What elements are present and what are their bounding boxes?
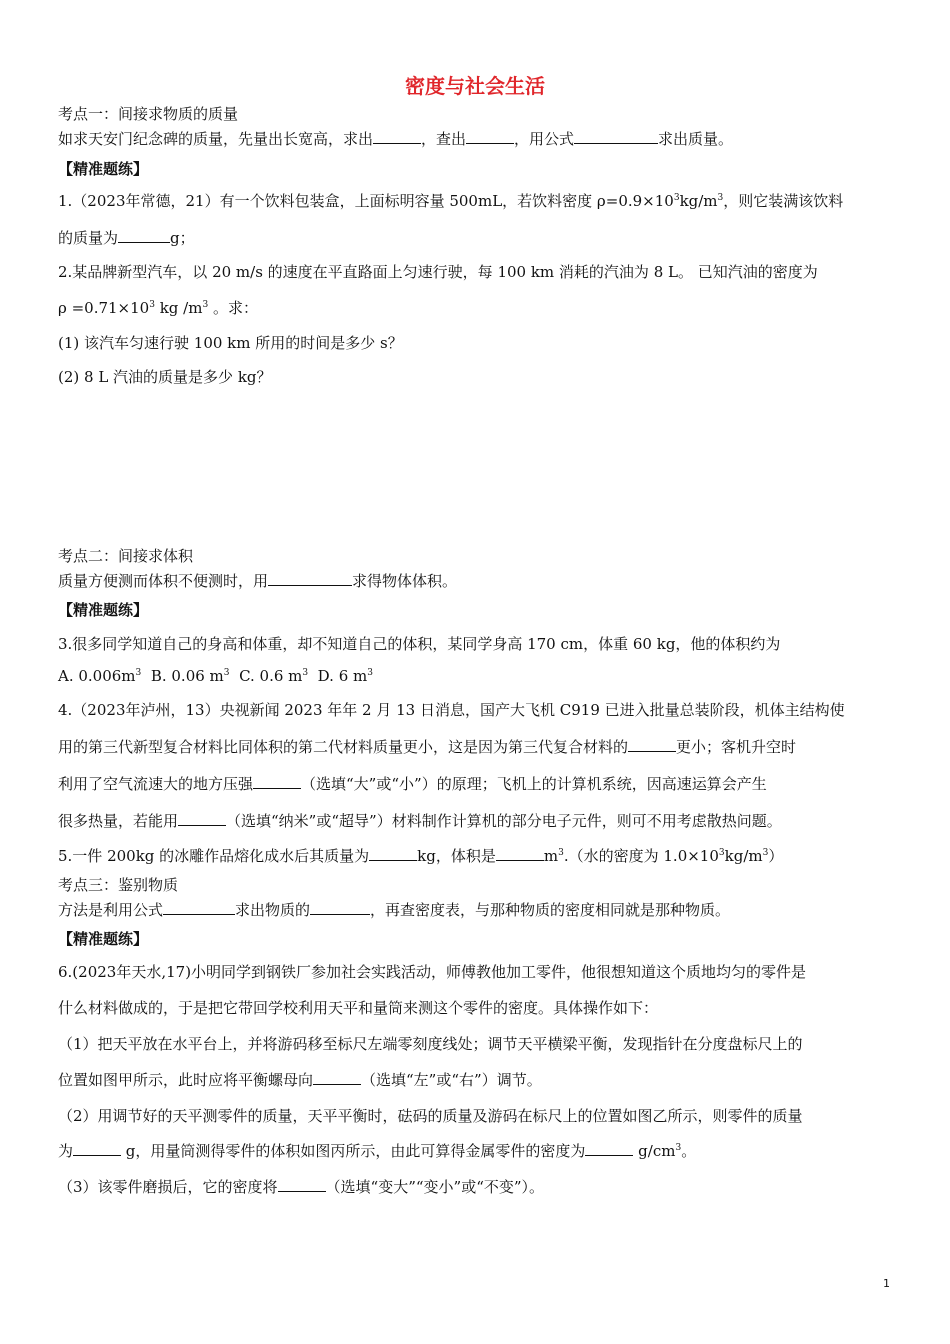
q6-p2-line2-a: 为 — [58, 1142, 74, 1160]
q6-p2-line2-d: 。 — [681, 1142, 697, 1160]
kp2-text — [58, 571, 457, 591]
q6-p2-line2-c: g/cm — [633, 1142, 676, 1160]
q1-unit: kg/m — [679, 192, 718, 210]
blank[interactable] — [118, 228, 170, 243]
kp2-heading: 考点二：间接求体积 — [58, 547, 194, 565]
q4-line3-b: （选填“大”或“小”）的原理；飞机上的计算机系统，因高速运算会产生 — [301, 775, 767, 793]
q5-f: ） — [768, 847, 784, 865]
practice-heading-2: 【精准题练】 — [58, 601, 149, 619]
q6-line2: 什么材料做成的，于是把它带回学校利用天平和量筒来测这个零件的密度。具体操作如下： — [58, 999, 659, 1017]
page-title: 密度与社会生活 — [405, 74, 545, 98]
kp3-text-b: 求出物质的 — [235, 901, 311, 919]
q2-line1: 2.某品牌新型汽车，以 20 m/s 的速度在平直路面上匀速行驶，每 100 km 消耗的汽油为 8 L。 已知汽油的密度为 — [58, 263, 818, 281]
q3-option-c[interactable]: C. 0.6 $m^3$ — [239, 667, 309, 685]
q2-exp2: 3 — [202, 300, 209, 310]
q6-p2-line2 — [58, 1141, 696, 1161]
blank[interactable] — [178, 811, 226, 826]
kp3-text-c: ，再查密度表，与那种物质的密度相同就是那种物质。 — [370, 901, 731, 919]
q4-line3 — [58, 774, 767, 794]
q6-p1-line2-b: （选填“左”或“右”）调节。 — [361, 1071, 542, 1089]
blank[interactable] — [73, 1141, 121, 1156]
kp3-text — [58, 900, 730, 920]
q2-sub1: (1) 该汽车匀速行驶 100 km 所用的时间是多少 s？ — [58, 334, 403, 352]
q4-line4 — [58, 811, 782, 831]
q6-p3-a: （3）该零件磨损后，它的密度将 — [58, 1178, 278, 1196]
q2-sub2: (2) 8 L 汽油的质量是多少 kg？ — [58, 368, 272, 386]
q5-a: 5.一件 200kg 的冰雕作品熔化成水后其质量为 — [58, 847, 370, 865]
q6-p3 — [58, 1177, 544, 1197]
q5-exp3: 3 — [762, 848, 769, 858]
q2-line2-b: kg /m — [154, 299, 203, 317]
practice-heading-1: 【精准题练】 — [58, 160, 149, 178]
blank[interactable] — [163, 900, 235, 915]
blank[interactable] — [373, 129, 421, 144]
q1-unit-exp: 3 — [717, 193, 724, 203]
blank[interactable] — [585, 1141, 633, 1156]
q5-b: kg，体积是 — [417, 847, 496, 865]
q6-p3-b: （选填“变大”“变小”或“不变”）。 — [325, 1178, 545, 1196]
kp1-heading: 考点一：间接求物质的质量 — [58, 105, 239, 123]
blank[interactable] — [628, 737, 676, 752]
blank[interactable] — [278, 1177, 326, 1192]
q5-d: .（水的密度为 1.0×10 — [563, 847, 719, 865]
kp2-text-b: 求得物体体积。 — [352, 572, 458, 590]
blank[interactable] — [310, 900, 370, 915]
blank[interactable] — [313, 1070, 361, 1085]
q3-option-a[interactable]: A. $0.006m^3$ — [58, 667, 142, 685]
q2-exp: 3 — [149, 300, 155, 310]
q4-line3-a: 利用了空气流速大的地方压强 — [58, 775, 254, 793]
kp1-text-b: ，查出 — [421, 130, 467, 148]
q1-line2 — [58, 228, 195, 248]
q6-exp: 3 — [675, 1143, 682, 1153]
q6-p2-line1: （2）用调节好的天平测零件的质量，天平平衡时，砝码的质量及游码在标尺上的位置如图乙所示，则零件的质量 — [58, 1107, 803, 1125]
kp1-text-a: 如求天安门纪念碑的质量，先量出长宽高，求出 — [58, 130, 374, 148]
q6-p1-line1: （1）把天平放在水平台上，并将游码移至标尺左端零刻度线处；调节天平横梁平衡，发现指针在分度盘标尺上的 — [58, 1035, 803, 1053]
q4-line2-a: 用的第三代新型复合材料比同体积的第二代材料质量更小，这是因为第三代复合材料的 — [58, 738, 629, 756]
blank[interactable] — [369, 846, 417, 861]
q3-option-b[interactable]: B. 0.06 $m^3$ — [150, 667, 230, 685]
q2-line2 — [58, 298, 258, 318]
q5-line — [58, 846, 783, 866]
kp3-heading: 考点三：鉴别物质 — [58, 876, 179, 894]
q5-e: kg/m — [724, 847, 763, 865]
blank[interactable] — [496, 846, 544, 861]
blank[interactable] — [253, 774, 301, 789]
q4-line2 — [58, 737, 796, 757]
q5-exp2: 3 — [718, 848, 725, 858]
q3-options — [58, 666, 373, 686]
q1-text: 1.（2023年常德，21）有一个饮料包装盒，上面标明容量 500mL，若饮料密度 ρ=0.9×10 — [58, 192, 674, 210]
blank[interactable] — [268, 571, 352, 586]
kp1-text — [58, 129, 733, 149]
blank[interactable] — [466, 129, 514, 144]
q3-option-d[interactable]: D. 6 $m^3$ — [317, 667, 373, 685]
page-number: 1 — [883, 1277, 890, 1290]
blank[interactable] — [574, 129, 658, 144]
q2-line2-a: ρ =0.71×10 — [58, 299, 150, 317]
q4-line1: 4.（2023年泸州，13）央视新闻 2023 年年 2 月 13 日消息，国产大飞机 C919 已进入批量总装阶段，机体主结构使 — [58, 701, 845, 719]
q5-c: m — [543, 847, 559, 865]
q6-p1-line2-a: 位置如图甲所示，此时应将平衡螺母向 — [58, 1071, 314, 1089]
q1-line1 — [58, 191, 843, 211]
practice-heading-3: 【精准题练】 — [58, 930, 149, 948]
q1-line2-b: g； — [170, 229, 195, 247]
q6-p2-line2-b: g，用量筒测得零件的体积如图丙所示，由此可算得金属零件的密度为 — [121, 1142, 586, 1160]
q4-line4-a: 很多热量，若能用 — [58, 812, 179, 830]
q1-text-end: ，则它装满该饮料 — [723, 192, 844, 210]
q6-p1-line2 — [58, 1070, 542, 1090]
kp2-text-a: 质量方便测而体积不便测时，用 — [58, 572, 269, 590]
kp1-text-c: ，用公式 — [514, 130, 575, 148]
kp3-text-a: 方法是利用公式 — [58, 901, 164, 919]
q4-line4-b: （选填“纳米”或“超导”）材料制作计算机的部分电子元件，则可不用考虑散热问题。 — [226, 812, 782, 830]
q2-line2-c: 。求： — [208, 299, 258, 317]
kp1-text-d: 求出质量。 — [658, 130, 734, 148]
q6-line1: 6.(2023年天水,17)小明同学到钢铁厂参加社会实践活动，师傅教他加工零件，他很想知道这个质地均匀的零件是 — [58, 963, 807, 981]
q5-exp: 3 — [558, 848, 564, 858]
q1-exp: 3 — [673, 193, 680, 203]
q3-line1: 3.很多同学知道自己的身高和体重，却不知道自己的体积，某同学身高 170 cm，体重 60 kg，他的体积约为 — [58, 635, 781, 653]
q1-line2-a: 的质量为 — [58, 229, 119, 247]
q4-line2-b: 更小；客机升空时 — [676, 738, 797, 756]
